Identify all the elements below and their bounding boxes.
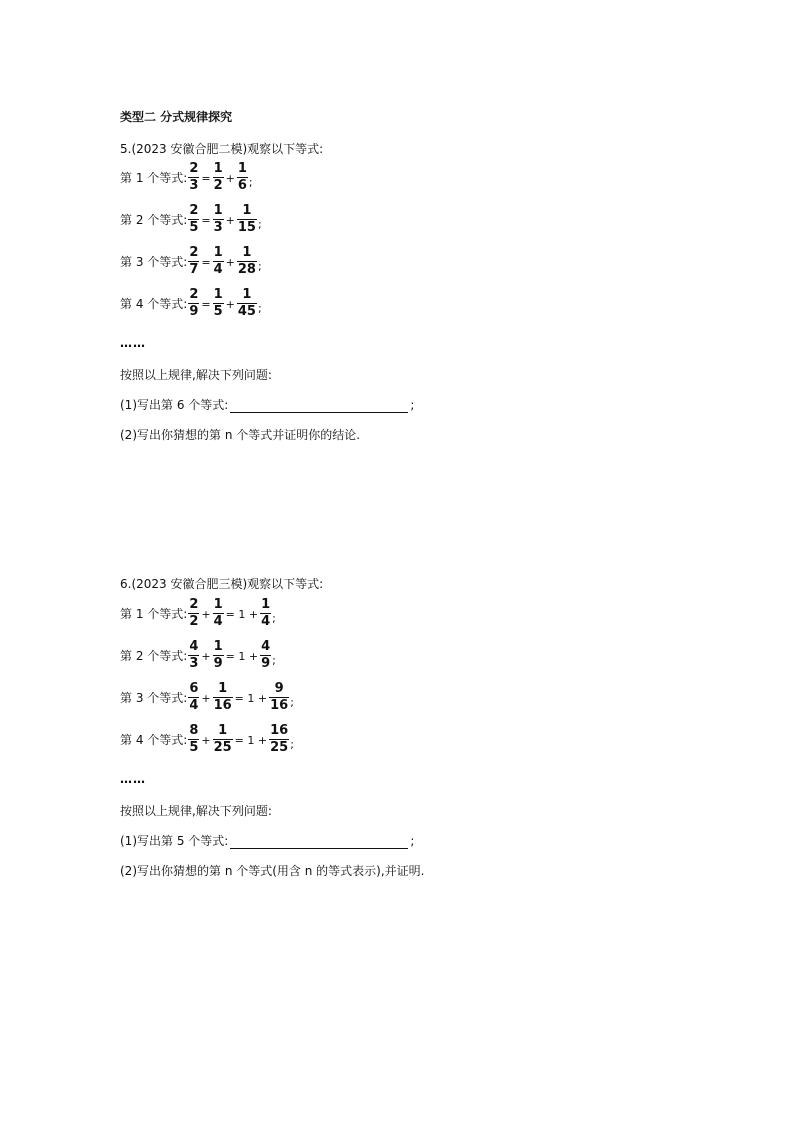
fraction: $\frac{1}{2}$ [213,160,223,193]
equation-label: 第 1 个等式: [120,606,188,621]
fraction: $\frac{2}{5}$ [189,202,199,235]
fraction: $\frac{2}{2}$ [189,596,199,629]
fraction: $\frac{16}{25}$ [270,722,289,755]
fraction: $\frac{1}{15}$ [237,202,256,235]
problem-6-header: 6.(2023 安徽合肥三模)观察以下等式: [120,577,324,591]
problem-6-equation-2: 第 2 个等式: $\frac{4}{3}$ + $\frac{1}{9}$ = 1 + $\frac{4}{9}$ ; [120,638,276,671]
equation-label: 第 3 个等式: [120,690,188,705]
fraction: $\frac{2}{7}$ [189,244,199,277]
problem-5-instruction: 按照以上规律,解决下列问题: [120,368,272,382]
problem-5-equation-1: 第 1 个等式: $\frac{2}{3}$ = $\frac{1}{2}$ + $\frac{1}{6}$ ; [120,160,253,193]
fraction: $\frac{2}{9}$ [189,286,199,319]
fraction: $\frac{1}{25}$ [213,722,232,755]
equation-label: 第 3 个等式: [120,254,188,269]
problem-6-question-1: (1)写出第 5 个等式: ; [120,834,415,848]
problem-5-header: 5.(2023 安徽合肥二模)观察以下等式: [120,142,324,156]
problem-5-question-1: (1)写出第 6 个等式: ; [120,398,415,412]
problem-6-equation-3: 第 3 个等式: $\frac{6}{4}$ + $\frac{1}{16}$ = 1 + $\frac{9}{16}$ ; [120,680,294,713]
fraction: $\frac{4}{9}$ [261,638,271,671]
fraction: $\frac{1}{28}$ [237,244,256,277]
fraction: $\frac{6}{4}$ [189,680,199,713]
fraction: $\frac{1}{45}$ [237,286,256,319]
fraction: $\frac{2}{3}$ [189,160,199,193]
fraction: $\frac{1}{4}$ [261,596,271,629]
problem-6-equation-1: 第 1 个等式: $\frac{2}{2}$ + $\frac{1}{4}$ = 1 + $\frac{1}{4}$ ; [120,596,276,629]
fraction: $\frac{1}{4}$ [213,244,223,277]
fraction: $\frac{1}{3}$ [213,202,223,235]
problem-5-question-2: (2)写出你猜想的第 n 个等式并证明你的结论. [120,428,361,442]
problem-6-question-2: (2)写出你猜想的第 n 个等式(用含 n 的等式表示),并证明. [120,864,425,878]
fraction: $\frac{9}{16}$ [270,680,289,713]
fraction: $\frac{1}{4}$ [213,596,223,629]
problem-6-equation-4: 第 4 个等式: $\frac{8}{5}$ + $\frac{1}{25}$ = 1 + $\frac{16}{25}$ ; [120,722,294,755]
fraction: $\frac{1}{6}$ [237,160,247,193]
problem-6-instruction: 按照以上规律,解决下列问题: [120,804,272,818]
fraction: $\frac{8}{5}$ [189,722,199,755]
answer-blank[interactable] [230,400,408,413]
fraction: $\frac{1}{16}$ [213,680,232,713]
answer-blank[interactable] [230,836,408,849]
problem-6-ellipsis: …… [120,772,146,786]
equation-label: 第 1 个等式: [120,170,188,185]
equation-label: 第 2 个等式: [120,212,188,227]
equation-label: 第 2 个等式: [120,648,188,663]
problem-5-equation-3: 第 3 个等式: $\frac{2}{7}$ = $\frac{1}{4}$ + $\frac{1}{28}$ ; [120,244,262,277]
section-title: 类型二 分式规律探究 [120,110,233,124]
problem-5-equation-4: 第 4 个等式: $\frac{2}{9}$ = $\frac{1}{5}$ + $\frac{1}{45}$ ; [120,286,262,319]
fraction: $\frac{1}{9}$ [213,638,223,671]
problem-5-equation-2: 第 2 个等式: $\frac{2}{5}$ = $\frac{1}{3}$ + $\frac{1}{15}$ ; [120,202,262,235]
equation-label: 第 4 个等式: [120,732,188,747]
fraction: $\frac{1}{5}$ [213,286,223,319]
equation-label: 第 4 个等式: [120,296,188,311]
problem-5-ellipsis: …… [120,336,146,350]
fraction: $\frac{4}{3}$ [189,638,199,671]
